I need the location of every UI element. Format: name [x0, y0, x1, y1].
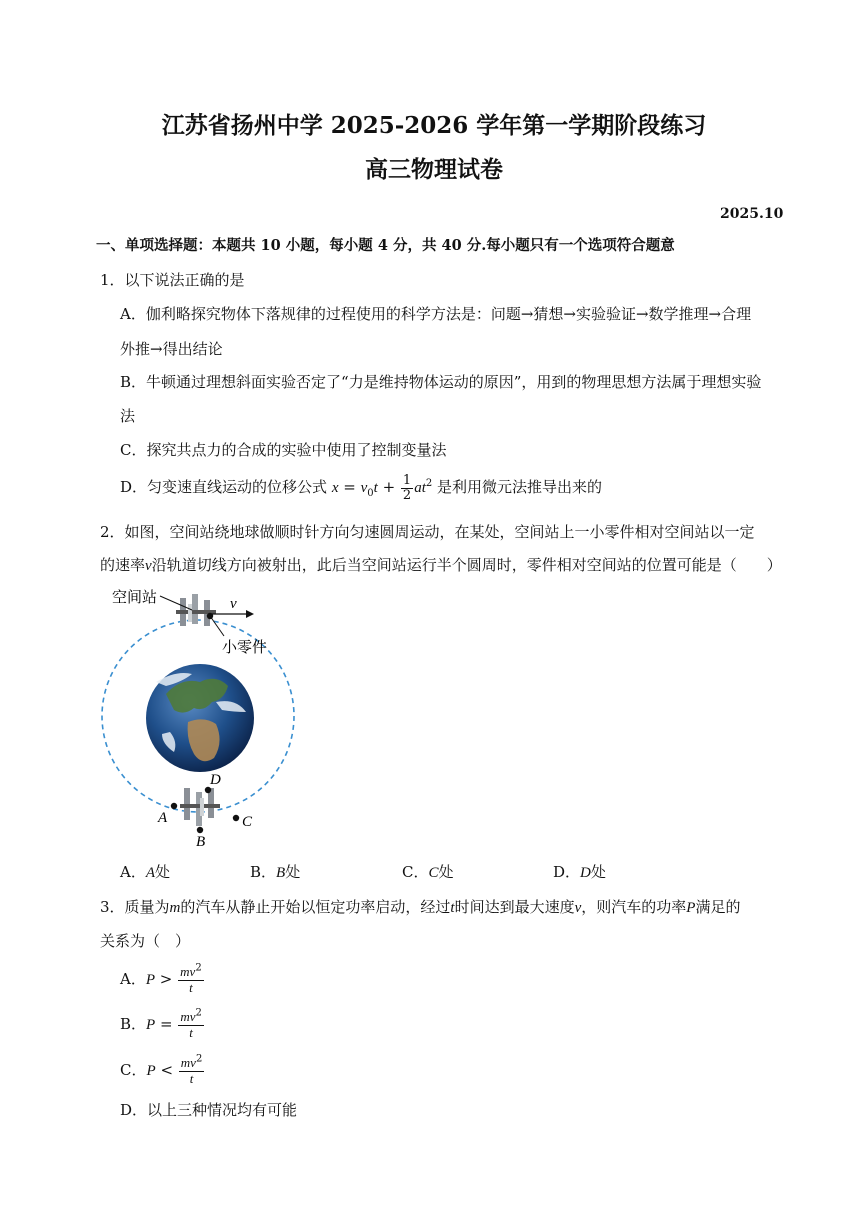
q3-stem-line2: 关系为（ ）: [100, 932, 191, 950]
exam-title: 江苏省扬州中学 2025-2026 学年第一学期阶段练习: [161, 112, 707, 139]
station-label: 空间站: [112, 588, 158, 606]
exam-subtitle: 高三物理试卷: [365, 156, 503, 183]
q2-option-c: C．C处: [402, 863, 454, 881]
point-c-dot: [233, 815, 239, 821]
q1-option-a-line2: 外推→得出结论: [120, 340, 223, 358]
q2-stem-line2: 的速率v沿轨道切线方向被射出，此后当空间站运行半个圆周时，零件相对空间站的位置可能是（ ）: [100, 556, 782, 574]
q3-option-a: A．P > $\frac{mv^2}{t}$: [120, 962, 202, 995]
point-a-label: A: [158, 810, 168, 826]
space-station-icon-bottom: [180, 788, 220, 826]
q3-option-d: D．以上三种情况均有可能: [120, 1101, 298, 1119]
point-d-label: D: [210, 772, 221, 788]
part-leader-line: [210, 616, 224, 636]
point-b-dot: [197, 827, 203, 833]
exam-date: 2025.10: [720, 206, 784, 222]
velocity-label: v: [230, 596, 237, 612]
q1-option-c: C．探究共点力的合成的实验中使用了控制变量法: [120, 441, 447, 459]
q1-stem: 1．以下说法正确的是: [100, 271, 245, 289]
q1-option-d: D．匀变速直线运动的位移公式 $x = v_0t$ + $\frac{1}{2}$ $at^2$ 是利用微元法推导出来的: [120, 472, 603, 503]
earth-icon: [146, 664, 254, 772]
station-leader-line: [160, 596, 192, 610]
space-station-icon-top: [176, 594, 216, 626]
q3-option-b: B．P = $\frac{mv^2}{t}$: [120, 1007, 202, 1040]
q3-option-c: C．P < $\frac{mv^2}{t}$: [120, 1053, 203, 1086]
fraction-one-half: $\frac{1}{2}$: [402, 472, 412, 503]
q2-option-a: A．A处: [120, 863, 171, 881]
q1-option-b-line1: B．牛顿通过理想斜面实验否定了“力是维持物体运动的原因”，用到的物理思想方法属于理想实验: [120, 373, 762, 391]
q1-option-b-line2: 法: [120, 407, 136, 425]
q2-option-d: D．D处: [553, 863, 606, 881]
orbit-diagram: [96, 582, 316, 854]
point-c-label: C: [242, 814, 253, 830]
q1-option-a-line1: A．伽利略探究物体下落规律的过程使用的科学方法是：问题→猜想→实验验证→数学推理→合理: [120, 305, 752, 323]
q2-stem-line1: 2．如图，空间站绕地球做顺时针方向匀速圆周运动，在某处，空间站上一小零件相对空间站以一定: [100, 523, 755, 541]
section-heading: 一、单项选择题：本题共 10 小题，每小题 4 分，共 40 分.每小题只有一个选项符合题意: [96, 237, 675, 254]
point-a-dot: [171, 803, 177, 809]
part-label: 小零件: [222, 638, 268, 656]
q2-option-b: B．B处: [250, 863, 301, 881]
point-b-label: B: [196, 834, 206, 850]
velocity-arrowhead: [246, 610, 254, 618]
q3-stem-line1: 3．质量为m的汽车从静止开始以恒定功率启动，经过t时间达到最大速度v，则汽车的功率P满足的: [100, 898, 741, 916]
